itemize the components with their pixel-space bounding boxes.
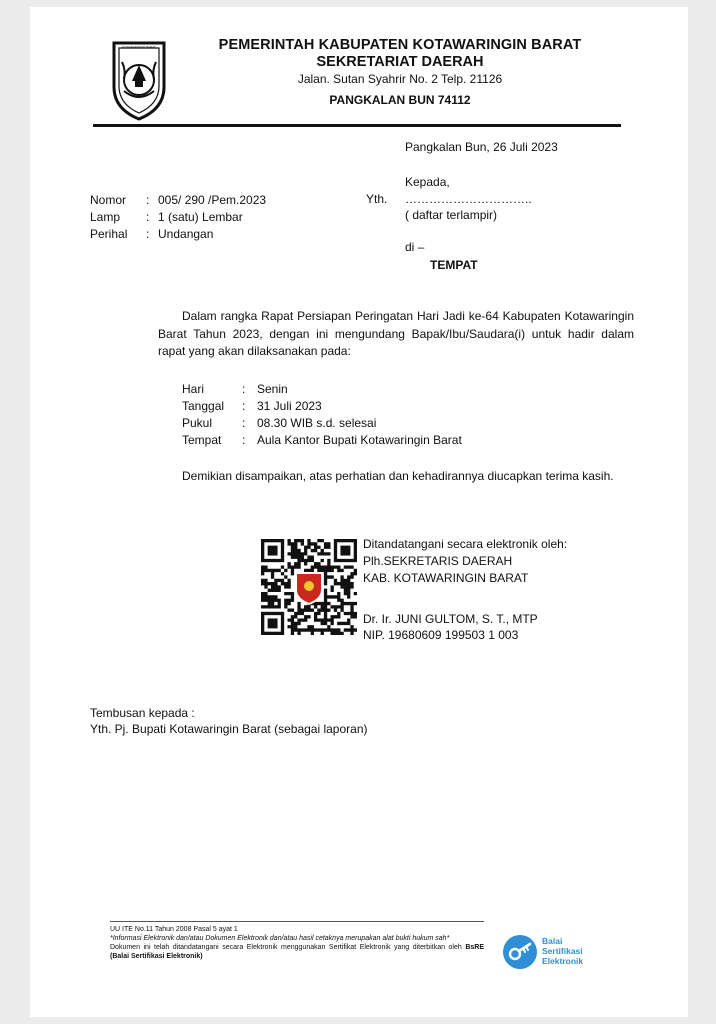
meta-label: Lamp	[90, 210, 121, 224]
bsre-emblem-icon	[502, 934, 538, 970]
letterhead-line1: PEMERINTAH KABUPATEN KOTAWARINGIN BARAT	[218, 37, 582, 53]
recipient-dots: …………………………..	[405, 192, 532, 206]
detail-value: Aula Kantor Bupati Kotawaringin Barat	[257, 433, 462, 447]
detail-label: Hari	[182, 382, 205, 396]
signed-by: Ditandatangani secara elektronik oleh:	[363, 537, 568, 551]
detail-row-hari	[182, 381, 462, 398]
signature-block	[363, 536, 567, 587]
recipient-kepada: Kepada,	[405, 175, 450, 189]
signer-nip: NIP. 19680609 199503 1 003	[363, 628, 519, 642]
meta-label: Perihal	[90, 227, 128, 241]
regency-logo	[106, 37, 172, 123]
letterhead-city: PANGKALAN BUN 74112	[329, 93, 471, 107]
detail-row-tanggal	[182, 398, 462, 415]
meta-colon: :	[146, 193, 150, 207]
header-divider	[93, 124, 621, 127]
footer-note-text: Dokumen ini telah ditandatangani secara Elektronik menggunakan Sertifikat Elektronik yang diterbitkan oleh	[110, 944, 462, 951]
recipient-di: di –	[405, 240, 425, 254]
detail-value: 08.30 WIB s.d. selesai	[257, 416, 377, 430]
body-closing: Demikian disampaikan, atas perhatian dan kehadirannya diucapkan terima kasih.	[182, 469, 614, 483]
detail-row-pukul	[182, 415, 462, 432]
logo-caption: KOTAWARINGIN BARAT	[122, 45, 156, 49]
footer-divider	[110, 921, 484, 922]
letter-page	[30, 7, 688, 1017]
body-intro: Dalam rangka Rapat Persiapan Peringatan Hari Jadi ke-64 Kabupaten Kotawaringin Barat Tahun 2023, dengan ini mengundang Bapak/Ibu/Saudara(i) untuk hadir dalam rapat yang akan dilaksanakan pada:	[158, 309, 634, 358]
meta-value: Undangan	[158, 227, 214, 241]
detail-label: Tanggal	[182, 399, 225, 413]
bsre-logo	[502, 934, 612, 970]
bsre-word-2: Sertifikasi	[542, 946, 583, 956]
meta-row-nomor	[90, 192, 266, 209]
bsre-word-1: Balai	[542, 936, 563, 946]
signer-name: Dr. Ir. JUNI GULTOM, S. T., MTP	[363, 612, 538, 626]
footer-note-bold: BsRE (Balai Sertifikasi Elektronik)	[110, 944, 484, 960]
detail-value: Senin	[257, 382, 288, 396]
signer-org: KAB. KOTAWARINGIN BARAT	[363, 571, 529, 585]
detail-label: Pukul	[182, 416, 213, 430]
qr-code	[261, 539, 357, 635]
signer-position: Plh.SEKRETARIS DAERAH	[363, 554, 513, 568]
detail-colon: :	[242, 416, 246, 430]
bsre-word-3: Elektronik	[542, 956, 584, 966]
letter-date: Pangkalan Bun, 26 Juli 2023	[405, 140, 558, 154]
detail-colon: :	[242, 433, 246, 447]
detail-row-tempat	[182, 432, 462, 449]
detail-value: 31 Juli 2023	[257, 399, 322, 413]
letter-meta	[90, 192, 266, 243]
event-details	[182, 381, 462, 449]
meta-value: 1 (satu) Lembar	[158, 210, 243, 224]
meta-label: Nomor	[90, 193, 127, 207]
footer-quote: *Informasi Elektronik dan/atau Dokumen Elektronik dan/atau hasil cetaknya merupakan alat bukti hukum sah*	[110, 935, 450, 942]
meta-row-lamp	[90, 209, 266, 226]
footer-law: UU ITE No.11 Tahun 2008 Pasal 5 ayat 1	[110, 926, 238, 933]
letterhead-line2: SEKRETARIAT DAERAH	[316, 54, 484, 70]
cc-title: Tembusan kepada :	[90, 706, 195, 720]
recipient-tempat: TEMPAT	[430, 258, 478, 272]
footer-text	[110, 925, 484, 961]
footer-note	[110, 943, 484, 961]
meta-row-perihal	[90, 226, 266, 243]
recipient-yth: Yth.	[366, 192, 388, 206]
meta-colon: :	[146, 210, 150, 224]
meta-colon: :	[146, 227, 150, 241]
recipient-list: ( daftar terlampir)	[405, 208, 498, 222]
letterhead-address: Jalan. Sutan Syahrir No. 2 Telp. 21126	[297, 72, 503, 86]
detail-label: Tempat	[182, 433, 222, 447]
meta-value: 005/ 290 /Pem.2023	[158, 193, 267, 207]
detail-colon: :	[242, 382, 246, 396]
cc-item: Yth. Pj. Bupati Kotawaringin Barat (sebagai laporan)	[90, 722, 368, 736]
detail-colon: :	[242, 399, 246, 413]
